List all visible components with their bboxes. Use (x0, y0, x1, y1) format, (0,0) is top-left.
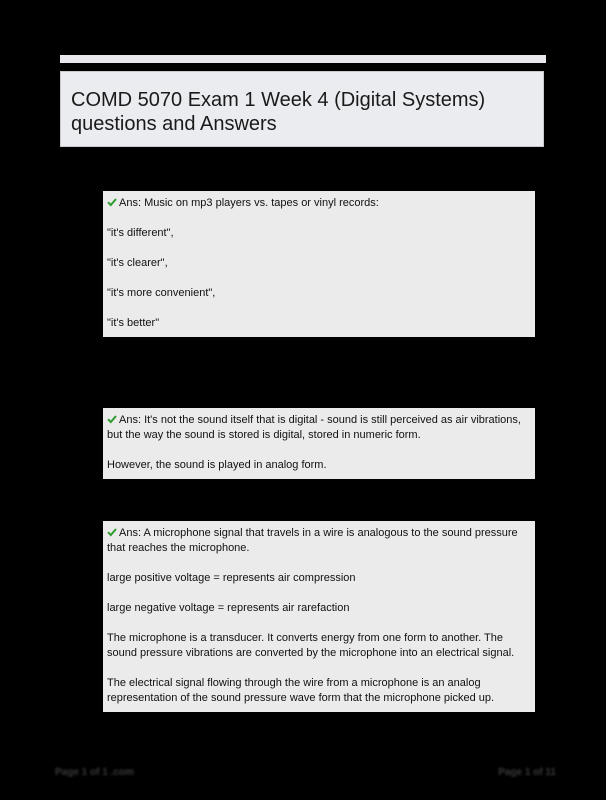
answer-paragraph: large negative voltage = represents air rarefaction (107, 602, 350, 614)
footer-page-number: Page 1 of 11 (498, 767, 556, 778)
answer-block-3 (103, 521, 535, 712)
answer-text: Ans: It's not the sound itself that is digital - sound is still perceived as air vibrations, but the way the sound is stored is digital, stored in numeric form. (107, 414, 521, 441)
check-icon (107, 197, 117, 207)
answer-text: Ans: Music on mp3 players vs. tapes or vinyl records: (119, 197, 379, 209)
top-divider (60, 55, 546, 63)
answer-paragraph (107, 196, 531, 211)
answer-paragraph: "it's clearer", (107, 257, 168, 269)
check-icon (107, 414, 117, 424)
document-title: COMD 5070 Exam 1 Week 4 (Digital Systems) questions and Answers (71, 89, 486, 135)
answer-block-2 (103, 408, 535, 479)
answer-paragraph: The microphone is a transducer. It converts energy from one form to another. The sound pressure vibrations are converted by the microphone into an electrical signal. (107, 632, 515, 659)
answer-paragraph: However, the sound is played in analog form. (107, 459, 327, 471)
title-box (60, 71, 544, 147)
answer-paragraph: large positive voltage = represents air compression (107, 572, 356, 584)
check-icon (107, 527, 117, 537)
answer-paragraph: "it's better" (107, 317, 160, 329)
answer-paragraph: The electrical signal flowing through the wire from a microphone is an analog representation of the sound pressure wave form that the microphone picked up. (107, 677, 495, 704)
answer-paragraph (107, 526, 531, 556)
answer-paragraph: "it's different", (107, 227, 174, 239)
answer-block-1 (103, 191, 535, 337)
answer-text: Ans: A microphone signal that travels in a wire is analogous to the sound pressure that reaches the microphone. (107, 527, 518, 554)
footer-left-text: Page 1 of 1 .com (55, 767, 134, 778)
answer-paragraph: "it's more convenient", (107, 287, 216, 299)
answer-paragraph (107, 413, 531, 443)
